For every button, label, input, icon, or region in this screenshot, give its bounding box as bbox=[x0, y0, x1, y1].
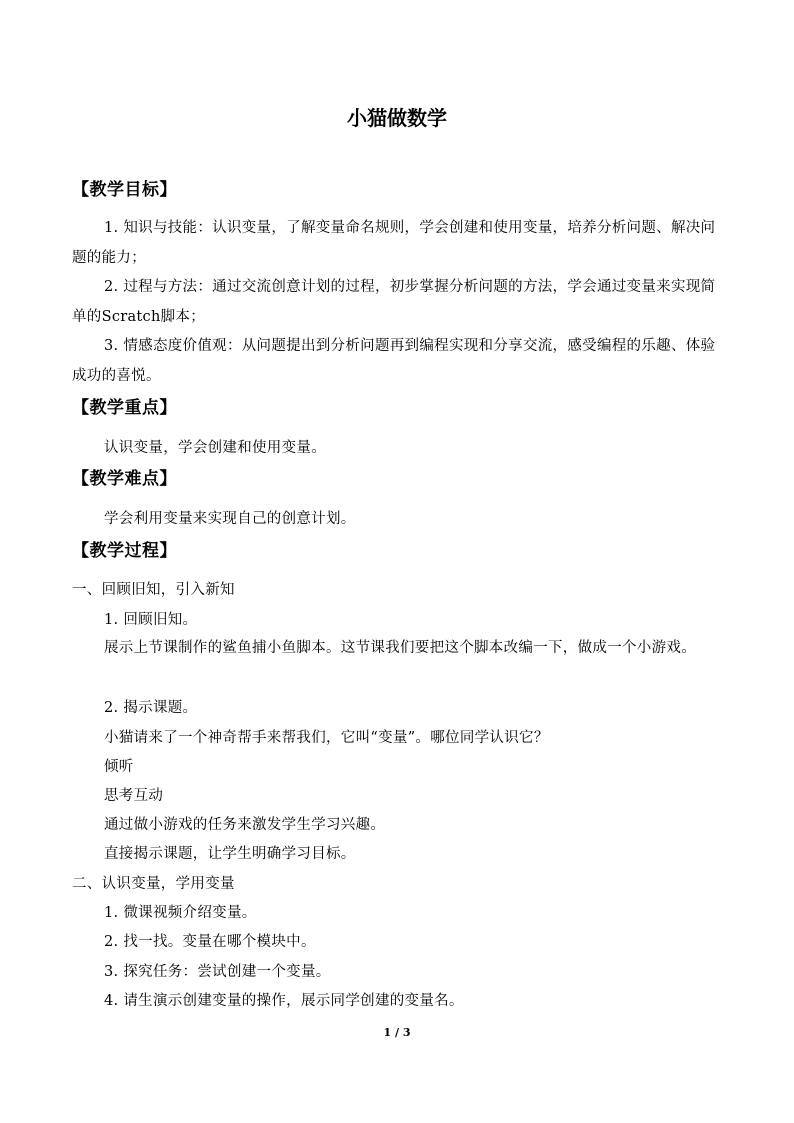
process-part1-step2-text: 小猫请来了一个神奇帮手来帮我们，它叫“变量”。哪位同学认识它？ bbox=[104, 730, 549, 746]
section-heading-key-points: 【教学重点】 bbox=[72, 398, 177, 418]
section-heading-process: 【教学过程】 bbox=[72, 541, 177, 561]
document-title: 小猫做数学 bbox=[347, 106, 447, 130]
process-part1-step1: 1. 回顾旧知。 bbox=[104, 612, 198, 628]
process-part1-intent-2: 直接揭示课题，让学生明确学习目标。 bbox=[104, 846, 356, 862]
process-part1-step2: 2. 揭示课题。 bbox=[104, 700, 198, 716]
process-part2-item-3: 3. 探究任务：尝试创建一个变量。 bbox=[104, 964, 331, 980]
process-part2-item-2: 2. 找一找。变量在哪个模块中。 bbox=[104, 934, 316, 950]
process-part1-student-1: 倾听 bbox=[104, 759, 134, 775]
process-part1-title: 一、回顾旧知，引入新知 bbox=[72, 582, 235, 598]
process-part2-item-4: 4. 请生演示创建变量的操作，展示同学创建的变量名。 bbox=[104, 993, 464, 1009]
process-part2-title: 二、认识变量，学用变量 bbox=[72, 876, 235, 892]
process-part1-step1-text: 展示上节课制作的鲨鱼捕小鱼脚本。这节课我们要把这个脚本改编一下，做成一个小游戏。 bbox=[104, 640, 696, 656]
process-part1-student-2: 思考互动 bbox=[104, 788, 164, 804]
difficulties-text: 学会利用变量来实现自己的创意计划。 bbox=[104, 511, 356, 527]
process-part2-item-1: 1. 微课视频介绍变量。 bbox=[104, 905, 257, 921]
objective-item-3: 3. 情感态度价值观：从问题提出到分析问题再到编程实现和分享交流，感受编程的乐趣、体验成功的喜悦。 bbox=[72, 338, 716, 384]
page-number: 1 / 3 bbox=[383, 1026, 411, 1039]
objective-item-2: 2. 过程与方法：通过交流创意计划的过程，初步掌握分析问题的方法，学会通过变量来实现简单的Scratch脚本； bbox=[72, 279, 716, 325]
objective-item-1: 1. 知识与技能：认识变量，了解变量命名规则，学会创建和使用变量，培养分析问题、解决问题的能力； bbox=[72, 220, 716, 266]
process-part1-intent-1: 通过做小游戏的任务来激发学生学习兴趣。 bbox=[104, 817, 386, 833]
section-heading-objectives: 【教学目标】 bbox=[72, 180, 177, 200]
section-heading-difficulties: 【教学难点】 bbox=[72, 469, 177, 489]
key-points-text: 认识变量，学会创建和使用变量。 bbox=[104, 440, 326, 456]
